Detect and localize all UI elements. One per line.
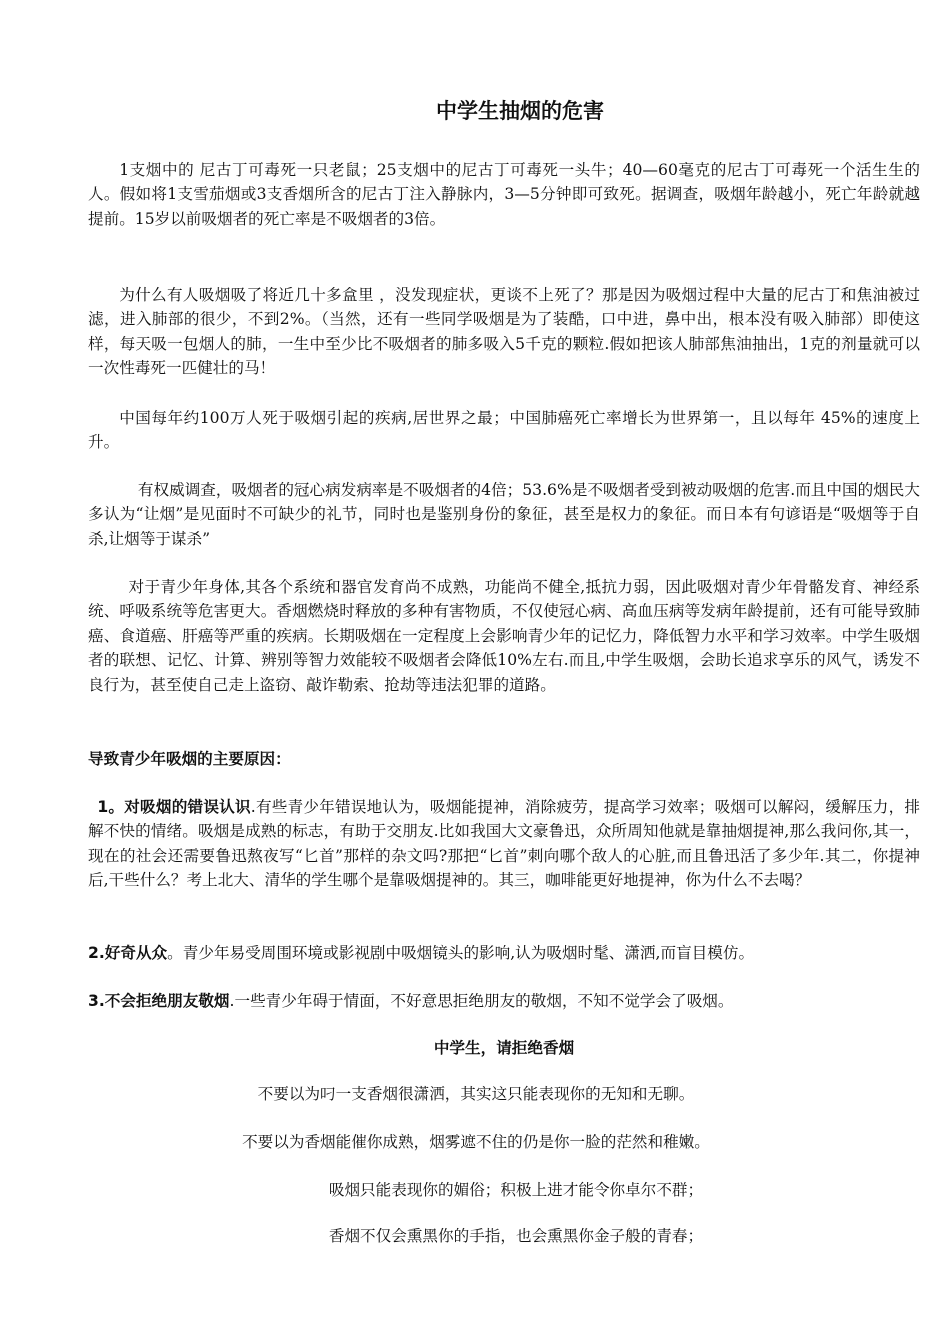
reason-item bbox=[88, 989, 920, 1013]
closing-line: 不要以为叼一支香烟很潇洒，其实这只能表现你的无知和无聊。 bbox=[257, 1085, 695, 1103]
paragraph-why-not-dead: 为什么有人吸烟吸了将近几十多盒里 ，没发现症状，更谈不上死了？那是因为吸烟过程中大量的尼古丁和焦油被过滤，进入肺部的很少，不到2%。（当然，还有一些同学吸烟是为了装酷，口中进，鼻中出，根本没有吸入肺部）即使这样，每天吸一包烟人的肺，一生中至少比不吸烟者的肺多吸入5千克的颗粒.假如把该人肺部焦油抽出，1克的剂量就可以一次性毒死一匹健壮的马！ bbox=[88, 286, 920, 378]
reason-label: 1。对吸烟的错误认识 bbox=[97, 798, 251, 816]
reasons-heading: 导致青少年吸烟的主要原因： bbox=[88, 750, 291, 768]
reason-text: 。青少年易受周围环境或影视剧中吸烟镜头的影响,认为吸烟时髦、潇洒,而盲目模仿。 bbox=[167, 944, 755, 962]
closing-heading: 中学生，请拒绝香烟 bbox=[433, 1039, 575, 1057]
paragraph-heart-disease: 有权威调查，吸烟者的冠心病发病率是不吸烟者的4倍；53.6%是不吸烟者受到被动吸烟的危害.而且中国的烟民大多认为“让烟”是见面时不可缺少的礼节，同时也是鉴别身份的象征，甚至是权力的象征。而日本有句谚语是“吸烟等于自杀,让烟等于谋杀” bbox=[88, 481, 920, 548]
paragraph-youth-health: 对于青少年身体,其各个系统和器官发育尚不成熟，功能尚不健全,抵抗力弱，因此吸烟对青少年骨骼发育、神经系统、呼吸系统等危害更大。香烟燃烧时释放的多种有害物质，不仅使冠心病、高血压病等发病年龄提前，还有可能导致肺癌、食道癌、肝癌等严重的疾病。长期吸烟在一定程度上会影响青少年的记忆力，降低智力水平和学习效率。中学生吸烟者的联想、记忆、计算、辨别等智力效能较不吸烟者会降低10%左右.而且,中学生吸烟，会助长追求享乐的风气，诱发不良行为，甚至使自己走上盗窃、敲诈勒索、抢劫等违法犯罪的道路。 bbox=[88, 578, 920, 694]
reason-label: 2.好奇从众 bbox=[88, 944, 168, 962]
document-title: 中学生抽烟的危害 bbox=[436, 99, 604, 123]
closing-line: 吸烟只能表现你的媚俗；积极上进才能令你卓尔不群； bbox=[328, 1181, 704, 1199]
paragraph-nicotine-toxicity: 1支烟中的 尼古丁可毒死一只老鼠；25支烟中的尼古丁可毒死一头牛；40—60毫克的尼古丁可毒死一个活生生的人。假如将1支雪茄烟或3支香烟所含的尼古丁注入静脉内，3—5分钟即可致死。据调查，吸烟年龄越小，死亡年龄就越提前。15岁以前吸烟者的死亡率是不吸烟者的3倍。 bbox=[88, 161, 920, 228]
paragraph-china-statistics: 中国每年约100万人死于吸烟引起的疾病,居世界之最；中国肺癌死亡率增长为世界第一，且以每年 45%的速度上升。 bbox=[88, 409, 920, 452]
reason-item bbox=[88, 795, 920, 893]
reason-item bbox=[88, 941, 920, 965]
reason-text: .一些青少年碍于情面，不好意思拒绝朋友的敬烟，不知不觉学会了吸烟。 bbox=[229, 992, 734, 1010]
reason-label: 3.不会拒绝朋友敬烟 bbox=[88, 992, 230, 1010]
closing-line: 香烟不仅会熏黑你的手指，也会熏黑你金子般的青春； bbox=[328, 1227, 704, 1245]
reason-text: .有些青少年错误地认为，吸烟能提神，消除疲劳，提高学习效率；吸烟可以解闷，缓解压力，排解不快的情绪。吸烟是成熟的标志，有助于交朋友.比如我国大文豪鲁迅，众所周知他就是靠抽烟提神,那么我问你,其一，现在的社会还需要鲁迅熬夜写“匕首”那样的杂文吗?那把“匕首”刺向哪个敌人的心脏,而且鲁迅活了多少年.其二，你提神后,干些什么？考上北大、清华的学生哪个是靠吸烟提神的。其三，咖啡能更好地提神，你为什么不去喝？ bbox=[88, 798, 920, 890]
closing-line: 不要以为香烟能催你成熟，烟雾遮不住的仍是你一脸的茫然和稚嫩。 bbox=[242, 1133, 710, 1151]
